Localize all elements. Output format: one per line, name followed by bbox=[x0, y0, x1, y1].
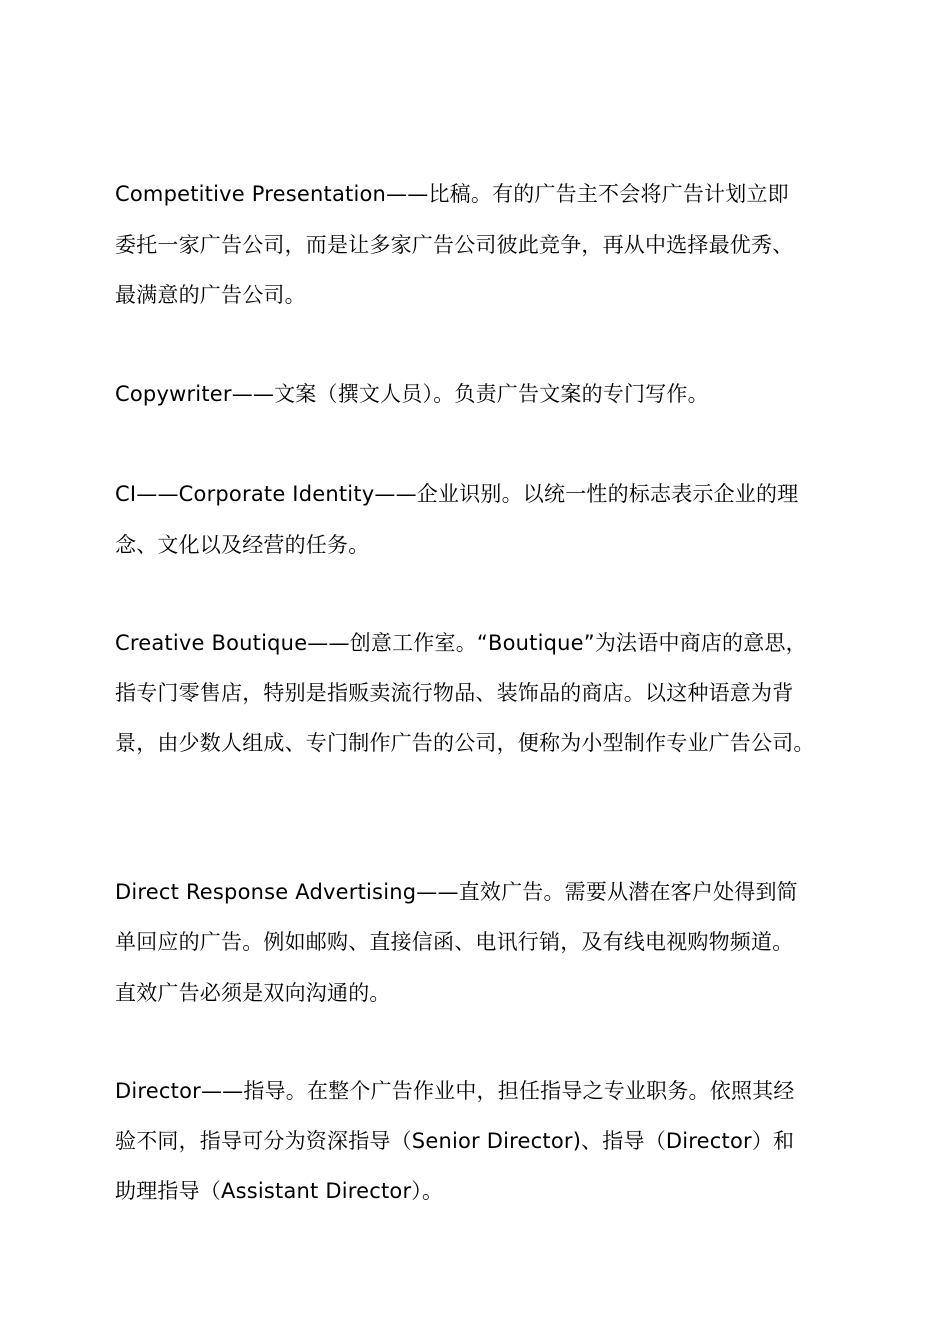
text-line: Competitive Presentation——比稿。有的广告主不会将广告计划立即 bbox=[115, 182, 789, 206]
text-line: Creative Boutique——创意工作室。“Boutique”为法语中商店的意思， bbox=[115, 631, 807, 655]
text-line: 验不同，指导可分为资深指导（Senior Director)、指导（Director）和 bbox=[115, 1129, 795, 1153]
text-line: 直效广告必须是双向沟通的。 bbox=[115, 981, 391, 1005]
text-line: 景，由少数人组成、专门制作广告的公司，便称为小型制作专业广告公司。 bbox=[115, 731, 815, 755]
text-line: 委托一家广告公司，而是让多家广告公司彼此竞争，再从中选择最优秀、 bbox=[115, 233, 794, 257]
text-line: Director——指导。在整个广告作业中，担任指导之专业职务。依照其经 bbox=[115, 1079, 795, 1103]
text-line: 单回应的广告。例如邮购、直接信函、电讯行销，及有线电视购物频道。 bbox=[115, 930, 794, 954]
text-line: 指专门零售店，特别是指贩卖流行物品、装饰品的商店。以这种语意为背 bbox=[115, 681, 794, 705]
text-line: Direct Response Advertising——直效广告。需要从潜在客户处得到简 bbox=[115, 880, 798, 904]
text-line: CI——Corporate Identity——企业识别。以统一性的标志表示企业的理 bbox=[115, 482, 799, 506]
text-line: Copywriter——文案（撰文人员）。负责广告文案的专门写作。 bbox=[115, 382, 709, 406]
text-line: 最满意的广告公司。 bbox=[115, 283, 306, 307]
text-line: 念、文化以及经营的任务。 bbox=[115, 533, 370, 557]
text-line: 助理指导（Assistant Director）。 bbox=[115, 1179, 444, 1203]
